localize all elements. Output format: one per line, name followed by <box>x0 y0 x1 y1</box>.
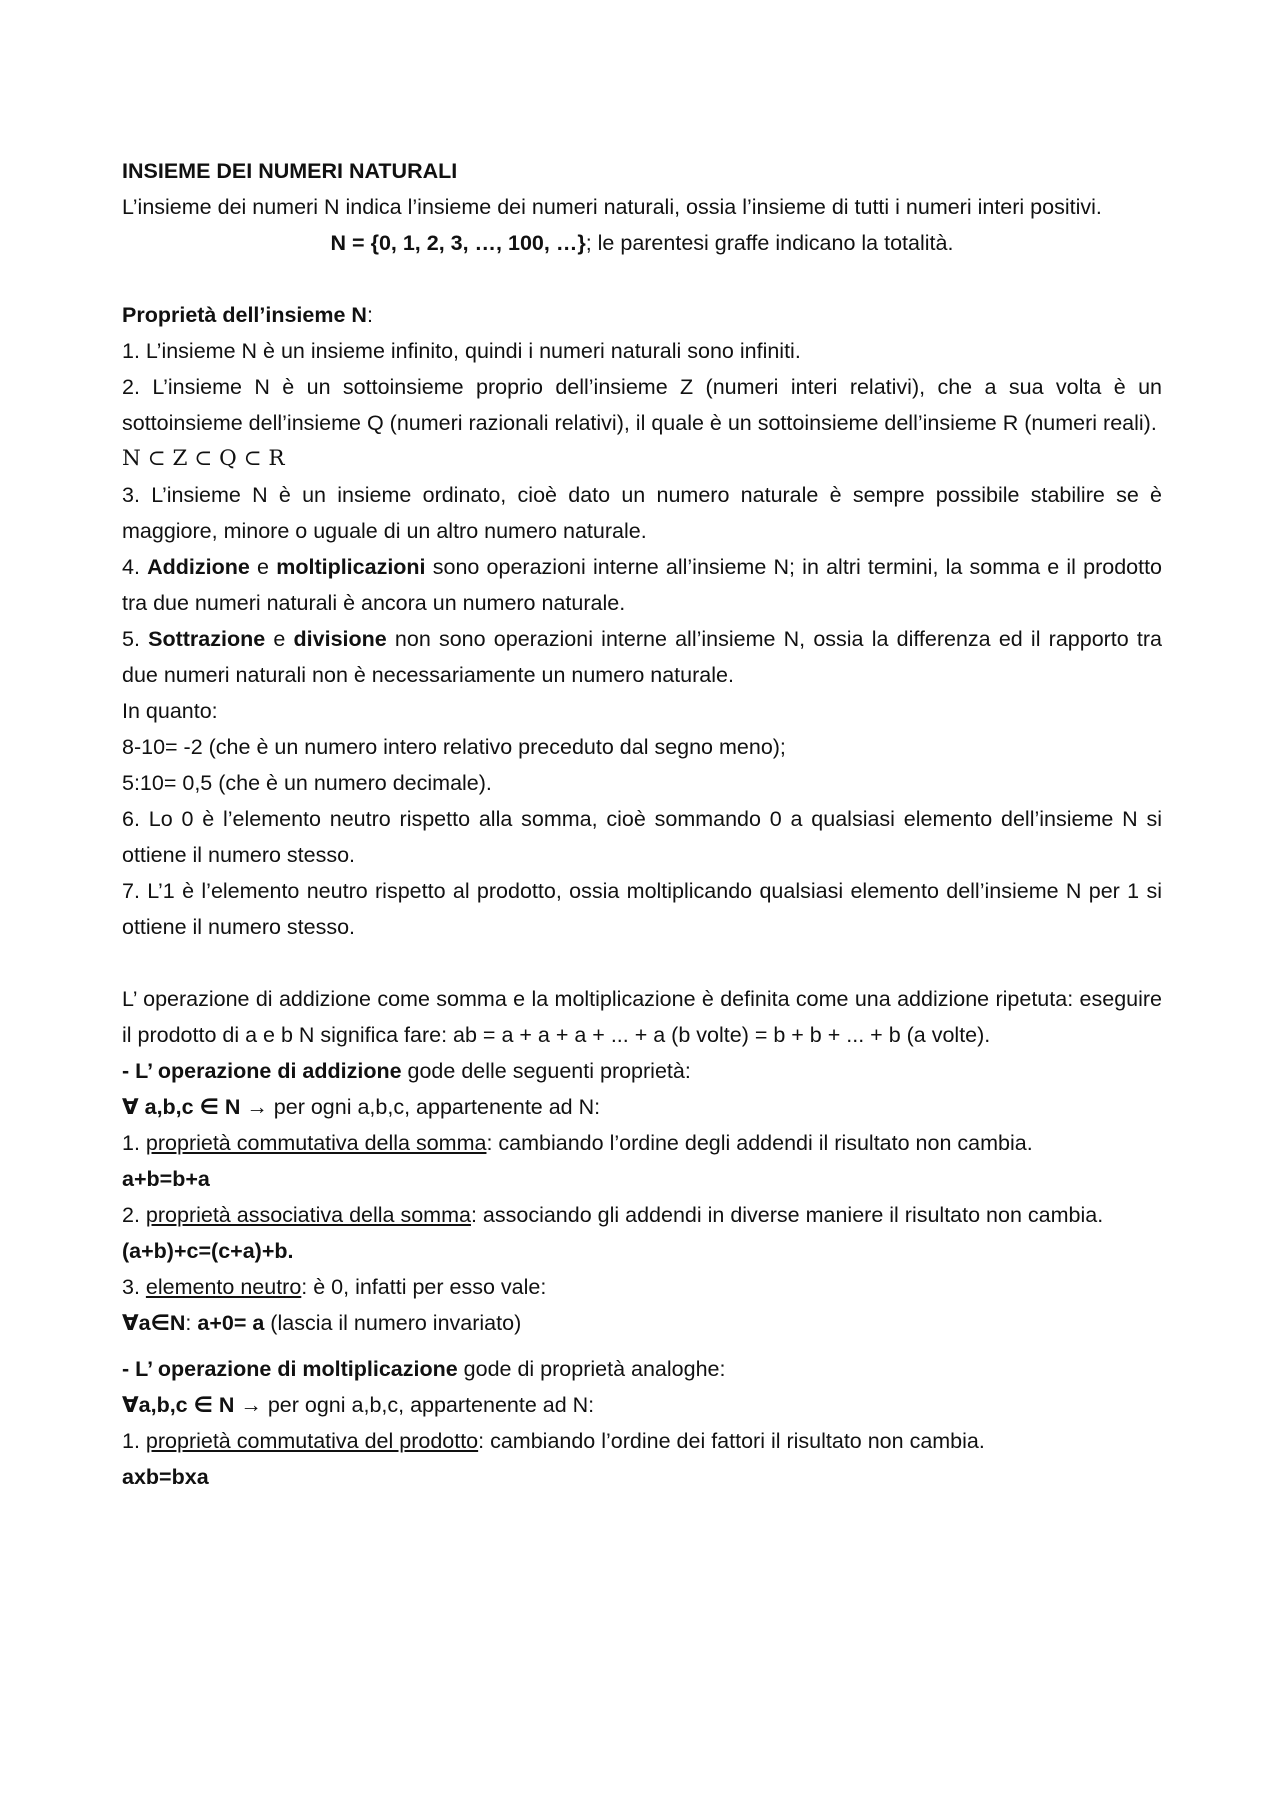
property-5: 5. Sottrazione e divisione non sono operazioni interne all’insieme N, ossia la differenza ed il rapporto tra due numeri naturali non è necessariamente un numero naturale. <box>122 627 1163 687</box>
addition-associative: 2. proprietà associativa della somma: associando gli addendi in diverse maniere il risultato non cambia. <box>122 1203 1104 1227</box>
property-1: 1. L’insieme N è un insieme infinito, quindi i numeri naturali sono infiniti. <box>122 339 801 363</box>
addition-heading: - L’ operazione di addizione gode delle seguenti proprietà: <box>122 1059 691 1083</box>
property-2: 2. L’insieme N è un sottoinsieme proprio dell’insieme Z (numeri interi relativi), che a sua volta è un sottoinsieme dell’insieme Q (numeri razionali relativi), il quale è un sottoinsieme dell’insieme R (numeri reali). <box>122 375 1162 435</box>
spacer <box>122 945 1162 981</box>
operations-intro: L’ operazione di addizione come somma e la moltiplicazione è definita come una addizione ripetuta: eseguire il prodotto di a e b N significa fare: ab = a + a + a + ... + a (b volte) = b + b + ... + b (a volte). <box>122 987 1162 1047</box>
multiplication-quantifier: ∀a,b,c ∈ N → per ogni a,b,c, appartenente ad N: <box>122 1393 595 1417</box>
property-6: 6. Lo 0 è l’elemento neutro rispetto alla somma, cioè sommando 0 a qualsiasi elemento dell’insieme N si ottiene il numero stesso. <box>122 807 1162 867</box>
property-3: 3. L’insieme N è un insieme ordinato, cioè dato un numero naturale è sempre possibile stabilire se è maggiore, minore o uguale di un altro numero naturale. <box>122 483 1162 543</box>
intro-paragraph: L’insieme dei numeri N indica l’insieme dei numeri naturali, ossia l’insieme di tutti i numeri interi positivi. <box>122 195 1102 219</box>
addition-quantifier: ∀ a,b,c ∈ N → per ogni a,b,c, appartenente ad N: <box>122 1095 601 1119</box>
set-note: ; le parentesi graffe indicano la totalità. <box>585 231 954 255</box>
addition-commutative: 1. proprietà commutativa della somma: cambiando l’ordine degli addendi il risultato non cambia. <box>122 1131 1033 1155</box>
set-formula: N = {0, 1, 2, 3, …, 100, …} <box>330 231 586 255</box>
addition-commutative-formula: a+b=b+a <box>122 1167 210 1191</box>
set-definition-line <box>122 225 1162 261</box>
example-division: 5:10= 0,5 (che è un numero decimale). <box>122 771 492 795</box>
properties-heading: Proprietà dell’insieme N: <box>122 303 373 327</box>
set-inclusion-formula: N ⊂ Z ⊂ Q ⊂ R <box>122 446 285 471</box>
multiplication-heading: - L’ operazione di moltiplicazione gode di proprietà analoghe: <box>122 1357 726 1381</box>
multiplication-commutative: 1. proprietà commutativa del prodotto: cambiando l’ordine dei fattori il risultato non cambia. <box>122 1429 985 1453</box>
property-7: 7. L’1 è l’elemento neutro rispetto al prodotto, ossia moltiplicando qualsiasi elemento dell’insieme N per 1 si ottiene il numero stesso. <box>122 879 1162 939</box>
in-quanto-label: In quanto: <box>122 699 218 723</box>
addition-neutral-element: 3. elemento neutro: è 0, infatti per esso vale: <box>122 1275 547 1299</box>
arrow-right-icon: → per ogni a,b,c, appartenente ad N: <box>240 1095 601 1119</box>
arrow-right-icon: → per ogni a,b,c, appartenente ad N: <box>234 1393 595 1417</box>
document-title: INSIEME DEI NUMERI NATURALI <box>122 159 458 183</box>
addition-neutral-formula: ∀a∈N: a+0= a (lascia il numero invariato) <box>122 1311 522 1335</box>
spacer <box>122 261 1162 297</box>
spacer <box>122 1341 1162 1351</box>
document-body <box>122 153 1162 1495</box>
multiplication-commutative-formula: axb=bxa <box>122 1465 209 1489</box>
property-4: 4. Addizione e moltiplicazioni sono operazioni interne all’insieme N; in altri termini, la somma e il prodotto tra due numeri naturali è ancora un numero naturale. <box>122 555 1163 615</box>
addition-associative-formula: (a+b)+c=(c+a)+b. <box>122 1239 294 1263</box>
example-subtraction: 8-10= -2 (che è un numero intero relativo preceduto dal segno meno); <box>122 735 786 759</box>
